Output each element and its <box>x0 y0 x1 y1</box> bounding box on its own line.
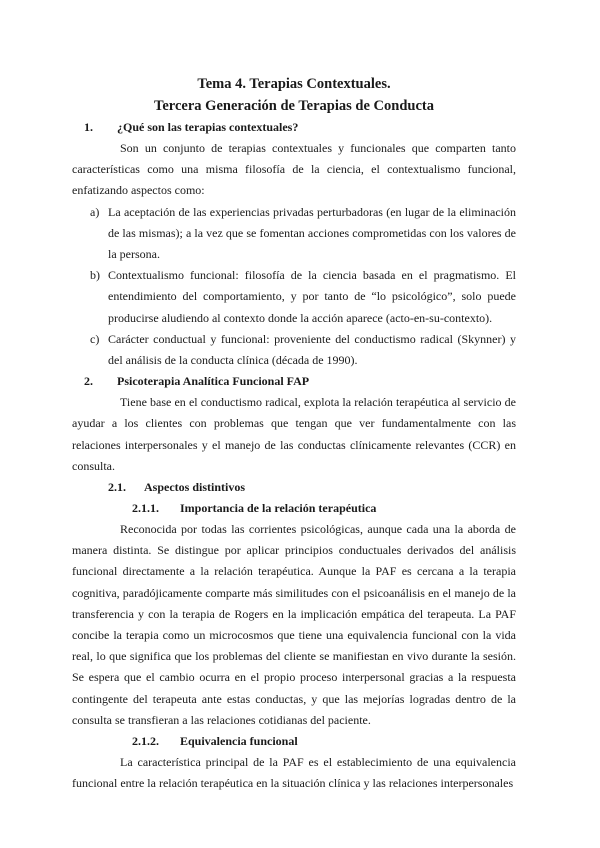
list-item <box>72 329 516 371</box>
section-2-heading <box>72 371 516 392</box>
section-number: 2. <box>84 374 93 389</box>
document-subtitle: Tercera Generación de Terapias de Conducta <box>154 98 434 114</box>
subsection-2-1-heading <box>72 477 516 498</box>
subsection-2-1-1-heading <box>72 498 516 519</box>
subsection-2-1-1-text: Reconocida por todas las corrientes psicológicas, aunque cada una la aborda de manera distinta. Se distingue por aplicar principios conductuales derivados del análisis funcional directamente a la relación terapéutica. Aunque la PAF es cercana a la terapia cognitiva, paradójicamente comparte más similitudes con el psicoanálisis en el manejo de la transferencia y con la terapia de Rogers en la implicación empática del terapeuta. La PAF concibe la terapia como un microcosmos que tiene una equivalencia funcional con la vida real, lo que significa que los problemas del cliente se manifiestan en vivo durante la sesión. Se espera que el cambio ocurra en el propio proceso interpersonal gracias a la respuesta contingente del terapeuta ante estas conductas, y que las mejorías logradas dentro de la consulta se transfieran a las relaciones cotidianas del paciente. <box>72 522 516 727</box>
section-title: Psicoterapia Analítica Funcional FAP <box>117 374 310 389</box>
subsection-number: 2.1.1. <box>132 501 159 516</box>
list-item-text: Carácter conductual y funcional: proveniente del conductismo radical (Skynner) y del análisis de la conducta clínica (década de 1990). <box>108 331 516 368</box>
list-item-text: Contextualismo funcional: filosofía de la ciencia basada en el pragmatismo. El entendimiento del comportamiento, y por tanto de “lo psicológico”, solo puede producirse aludiendo al contexto donde la acción aparece (acto-en-su-contexto). <box>108 268 516 325</box>
section-title: ¿Qué son las terapias contextuales? <box>117 120 299 134</box>
section-1-list <box>72 202 516 372</box>
section-number: 1. <box>84 120 93 134</box>
subsection-number: 2.1.2. <box>132 734 159 749</box>
document-title: Tema 4. Terapias Contextuales. <box>197 76 391 92</box>
subsection-title: Importancia de la relación terapéutica <box>180 501 377 516</box>
subsection-2-1-2-text: La característica principal de la PAF es el establecimiento de una equivalencia funcional entre la relación terapéutica en la situación clínica y las relaciones interpersonales <box>72 755 516 791</box>
subsection-number: 2.1. <box>108 480 126 495</box>
section-1-heading <box>72 117 516 138</box>
list-item-text: La aceptación de las experiencias privadas perturbadoras (en lugar de la eliminación de las mismas); a la vez que se fomentan acciones comprometidas con los valores de la persona. <box>108 204 516 262</box>
list-marker: a) <box>90 204 100 219</box>
subsection-title: Equivalencia funcional <box>180 734 298 749</box>
list-marker: b) <box>90 268 100 283</box>
section-1-intro: Son un conjunto de terapias contextuales y funcionales que comparten tanto características como una misma filosofía de la ciencia, el contextualismo funcional, enfatizando aspectos como: <box>72 141 516 198</box>
list-marker: c) <box>90 331 100 346</box>
list-item <box>72 265 516 329</box>
subsection-title: Aspectos distintivos <box>144 480 246 495</box>
list-item <box>72 202 516 266</box>
subsection-2-1-2-heading <box>72 731 516 752</box>
section-2-intro: Tiene base en el conductismo radical, explota la relación terapéutica al servicio de ayudar a los clientes con problemas que tengan que ver fundamentalmente con las relaciones interpersonales y el manejo de las conductas clínicamente relevantes (CCR) en consulta. <box>72 395 516 473</box>
